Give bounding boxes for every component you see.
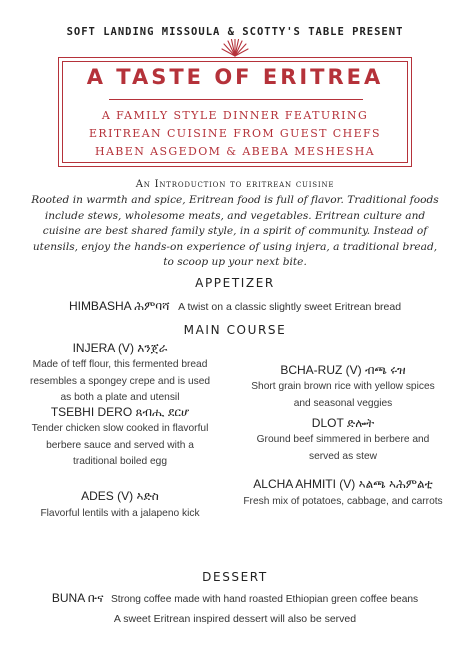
title-box — [58, 57, 412, 167]
menu-item-tsebhi-dero — [20, 405, 220, 471]
menu-item-bcha-ruz — [228, 363, 458, 412]
item-description: Short grain brown rice with yellow spices and seasonal veggies — [251, 381, 435, 409]
appetizer-heading: APPETIZER — [195, 276, 275, 290]
item-description: Flavorful lentils with a jalapeno kick — [40, 508, 200, 519]
intro-heading: An Introduction to eritrean cuisine — [135, 179, 335, 190]
dessert-name: BUNA ቡና — [51, 591, 104, 605]
appetizer-name: HIMBASHA ሕምባሻ — [68, 299, 170, 313]
appetizer-description: A twist on a classic slightly sweet Eritrean bread — [178, 301, 402, 313]
item-description: Made of teff flour, this fermented bread resembles a spongey crepe and is used as both a plate and utensil — [29, 359, 211, 403]
menu-item-dlot — [228, 416, 458, 465]
menu-item-injera — [20, 341, 220, 407]
menu-item-alcha-ahmiti — [228, 477, 458, 511]
tagline-line: A FAMILY STYLE DINNER FEATURING — [101, 109, 369, 122]
item-name: TSEBHI DERO ጸብሒ ደርሆ — [50, 405, 190, 419]
tagline-line: HABEN ASGEDOM & ABEBA MESHESHA — [94, 145, 376, 158]
appetizer-item — [0, 297, 470, 315]
item-description: Fresh mix of potatoes, cabbage, and carrots — [243, 496, 443, 507]
item-name: ADES (V) ኣድስ — [81, 489, 159, 503]
menu-title: A TASTE OF ERITREA — [86, 65, 384, 89]
item-name: INJERA (V) እንጀራ — [72, 341, 168, 355]
tagline-line: ERITREAN CUISINE FROM GUEST CHEFS — [89, 127, 381, 140]
dessert-item — [0, 589, 470, 607]
dessert-heading: DESSERT — [202, 570, 268, 584]
item-name: BCHA-RUZ (V) ብጫ ሩዝ — [280, 363, 406, 377]
item-description: Tender chicken slow cooked in flavorful berbere sauce and served with a traditional boiled egg — [31, 423, 209, 467]
presenters-line: SOFT LANDING MISSOULA & SCOTTY'S TABLE PRESENT — [66, 26, 404, 38]
dessert-description: Strong coffee made with hand roasted Ethiopian green coffee beans — [110, 594, 419, 605]
item-name: ALCHA AHMITI (V) ኣልጫ ኣሕምልቲ — [253, 477, 433, 491]
item-name: DLOT ድሎት — [311, 416, 375, 430]
menu-item-ades — [20, 489, 220, 523]
title-divider — [109, 99, 363, 100]
intro-text: Rooted in warmth and spice, Eritrean food is full of flavor. Traditional foods include stews, wholesome meats, and vegetables. Eritrean culture and cuisine are best shared family style, in a spirit of community. Instead of utensils, enjoy the hands-on experience of using injera, a traditional bread, to scoop up your next bite. — [31, 194, 439, 268]
main-course-heading: MAIN COURSE — [183, 323, 287, 337]
item-description: Ground beef simmered in berbere and served as stew — [256, 434, 430, 462]
dessert-note: A sweet Eritrean inspired dessert will also be served — [113, 613, 357, 625]
sunburst-icon — [219, 39, 251, 57]
